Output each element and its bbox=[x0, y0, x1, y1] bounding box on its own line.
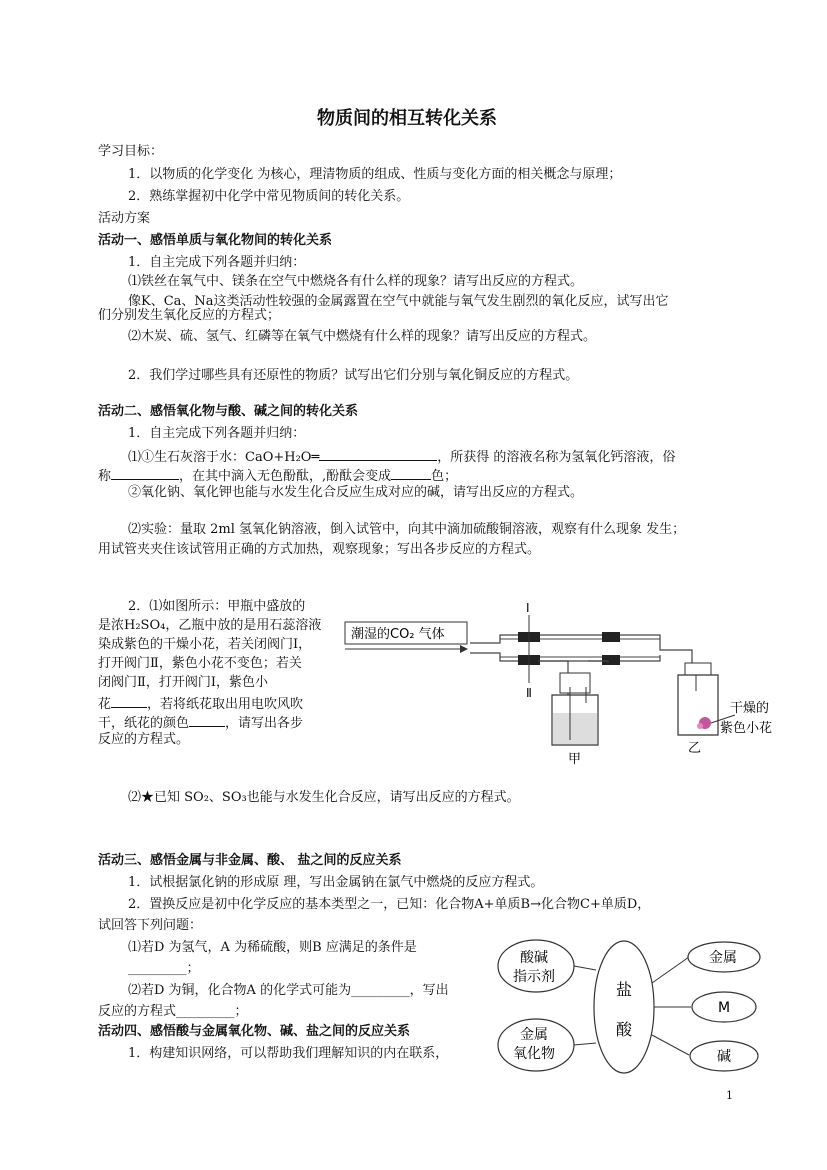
page-number: 1 bbox=[726, 1089, 733, 1102]
activity3-heading: 活动三、感悟金属与非金属、酸、 盐之间的反应关系 bbox=[98, 853, 402, 868]
text: 花 bbox=[98, 697, 112, 712]
answer-blank[interactable] bbox=[391, 467, 431, 480]
knowledge-network bbox=[494, 935, 794, 1080]
activity3-line: 2．置换反应是初中化学反应的基本类型之一，已知：化合物A+单质B→化合物C+单质D， bbox=[128, 897, 651, 912]
q2-line: 反应的方程式。 bbox=[98, 732, 190, 747]
text: ，请写出各步 bbox=[225, 716, 304, 731]
link bbox=[574, 1043, 596, 1045]
activity1-line: ⑴铁丝在氧气中、镁条在空气中燃烧各有什么样的现象？请写出反应的方程式。 bbox=[128, 274, 584, 289]
activity3-line: 反应的方程式_________； bbox=[98, 1004, 248, 1019]
activity1-line: 像K、Ca、Na这类活动性较强的金属露置在空气中就能与氧气发生剧烈的氧化反应，试写出它 bbox=[128, 294, 669, 309]
indicator-label: 酸碱 bbox=[520, 950, 548, 966]
metal-oxide-label: 金属 bbox=[520, 1027, 548, 1043]
text: ，若将纸花取出用电吹风吹 bbox=[147, 697, 304, 712]
text: ，在其中滴入无色酚酞，,酚酞会变成 bbox=[179, 469, 392, 484]
purple-flower bbox=[697, 723, 703, 729]
activity3-line: ⑵若D 为铜，化合物A 的化学式可能为_________，写出 bbox=[128, 983, 449, 998]
objective-item-2: 2．熟练掌握初中化学中常见物质间的转化关系。 bbox=[128, 189, 410, 204]
q2-line bbox=[98, 695, 303, 711]
text: ，所获得 的溶液名称为氢氧化钙溶液，俗 bbox=[437, 450, 676, 465]
activity2-line bbox=[128, 448, 675, 464]
clamp bbox=[602, 632, 620, 642]
activity1-line: ⑵木炭、硫、氢气、红磷等在氧气中燃烧有什么样的现象？请写出反应的方程式。 bbox=[128, 329, 597, 344]
text: 称 bbox=[98, 469, 112, 484]
activity4-line: 1．构建知识网络，可以帮助我们理解知识的内在联系， bbox=[128, 1046, 449, 1061]
activity1-heading: 活动一、感悟单质与氧化物间的转化关系 bbox=[98, 233, 333, 248]
activity2-line: ⑵实验：量取 2ml 氢氧化钠溶液，倒入试管中，向其中滴加硫酸铜溶液，观察有什么现象 发生； bbox=[128, 522, 686, 537]
activity2-line: 用试管夹夹住该试管用正确的方式加热，观察现象；写出各步反应的方程式。 bbox=[98, 542, 541, 557]
metal-oxide-label: 氧化物 bbox=[513, 1046, 555, 1062]
q2-line: 染成紫色的干燥小花，若关闭阀门Ⅰ， bbox=[98, 637, 312, 652]
activity1-line: 1．自主完成下列各题并归纳： bbox=[128, 255, 306, 270]
objectives-heading: 学习目标： bbox=[98, 144, 164, 159]
link bbox=[574, 966, 596, 970]
center-label-2: 酸 bbox=[616, 1020, 633, 1039]
m-label: M bbox=[718, 1000, 731, 1016]
activity1-line: 们分别发生氧化反应的方程式； bbox=[98, 308, 281, 323]
flower-label: 紫色小花 bbox=[720, 721, 773, 736]
bottle-b-stopper bbox=[685, 663, 711, 675]
activity3-line: _________； bbox=[128, 961, 200, 976]
link bbox=[652, 1035, 689, 1055]
q2-line: ⑵★已知 SO₂、SO₃也能与水发生化合反应，请写出反应的方程式。 bbox=[128, 790, 520, 805]
answer-blank[interactable] bbox=[111, 695, 147, 708]
bottle-b-label: 乙 bbox=[688, 741, 702, 756]
activity4-heading: 活动四、感悟酸与金属氧化物、碱、盐之间的反应关系 bbox=[98, 1024, 411, 1039]
activity2-heading: 活动二、感悟氧化物与酸、碱之间的转化关系 bbox=[98, 404, 359, 419]
q2-line: 是浓H₂SO₄，乙瓶中放的是用石蕊溶液 bbox=[98, 618, 322, 633]
answer-blank[interactable] bbox=[189, 714, 225, 727]
metal-label: 金属 bbox=[709, 950, 737, 966]
apparatus-diagram bbox=[340, 595, 790, 770]
arrow-head bbox=[460, 645, 468, 653]
q2-line: 闭阀门Ⅱ，打开阀门Ⅰ，紫色小 bbox=[98, 675, 268, 690]
activity3-line: 试回答下列问题： bbox=[98, 918, 203, 933]
q2-line bbox=[98, 714, 303, 730]
activity3-line: ⑴若D 为氢气，A 为稀硫酸，则B 应满足的条件是 bbox=[128, 940, 417, 955]
activity3-line: 1．试根据氯化钠的形成原 理，写出金属钠在氯气中燃烧的反应方程式。 bbox=[128, 875, 544, 890]
q2-line: 打开阀门Ⅱ，紫色小花不变色；若关 bbox=[98, 656, 302, 671]
activity2-line bbox=[98, 467, 457, 483]
pipe bbox=[470, 635, 692, 667]
link bbox=[652, 957, 689, 983]
indicator-label: 指示剂 bbox=[513, 969, 555, 985]
activity2-line: 1．自主完成下列各题并归纳： bbox=[128, 426, 306, 441]
text: ⑴①生石灰溶于水：CaO+H₂O═ bbox=[128, 450, 320, 465]
valve-2-label: Ⅱ bbox=[526, 686, 532, 700]
center-ellipse bbox=[594, 941, 654, 1073]
flower-label: 干燥的 bbox=[730, 701, 770, 716]
center-label-1: 盐 bbox=[616, 980, 633, 999]
plan-heading: 活动方案 bbox=[98, 211, 151, 226]
text: 干，纸花的颜色 bbox=[98, 716, 190, 731]
answer-blank[interactable] bbox=[319, 448, 437, 461]
answer-blank[interactable] bbox=[111, 467, 179, 480]
bottle-a-label: 甲 bbox=[568, 752, 582, 767]
page-title: 物质间的相互转化关系 bbox=[317, 108, 497, 129]
activity2-line: ②氧化钠、氧化钾也能与水发生化合反应生成对应的碱，请写出反应的方程式。 bbox=[128, 485, 584, 500]
gas-label: 潮湿的CO₂ 气体 bbox=[351, 627, 445, 642]
activity1-line: 2．我们学过哪些具有还原性的物质？试写出它们分别与氧化铜反应的方程式。 bbox=[128, 368, 579, 383]
objective-item-1: 1．以物质的化学变化 为核心，理清物质的组成、性质与变化方面的相关概念与原理； bbox=[128, 167, 622, 182]
clamp bbox=[602, 655, 620, 665]
valve-1-label: Ⅰ bbox=[526, 601, 530, 615]
bottle-a-liquid bbox=[553, 713, 597, 744]
q2-line: 2．⑴如图所示：甲瓶中盛放的 bbox=[128, 599, 306, 614]
base-label: 碱 bbox=[717, 1049, 731, 1065]
text: 色； bbox=[431, 469, 458, 484]
